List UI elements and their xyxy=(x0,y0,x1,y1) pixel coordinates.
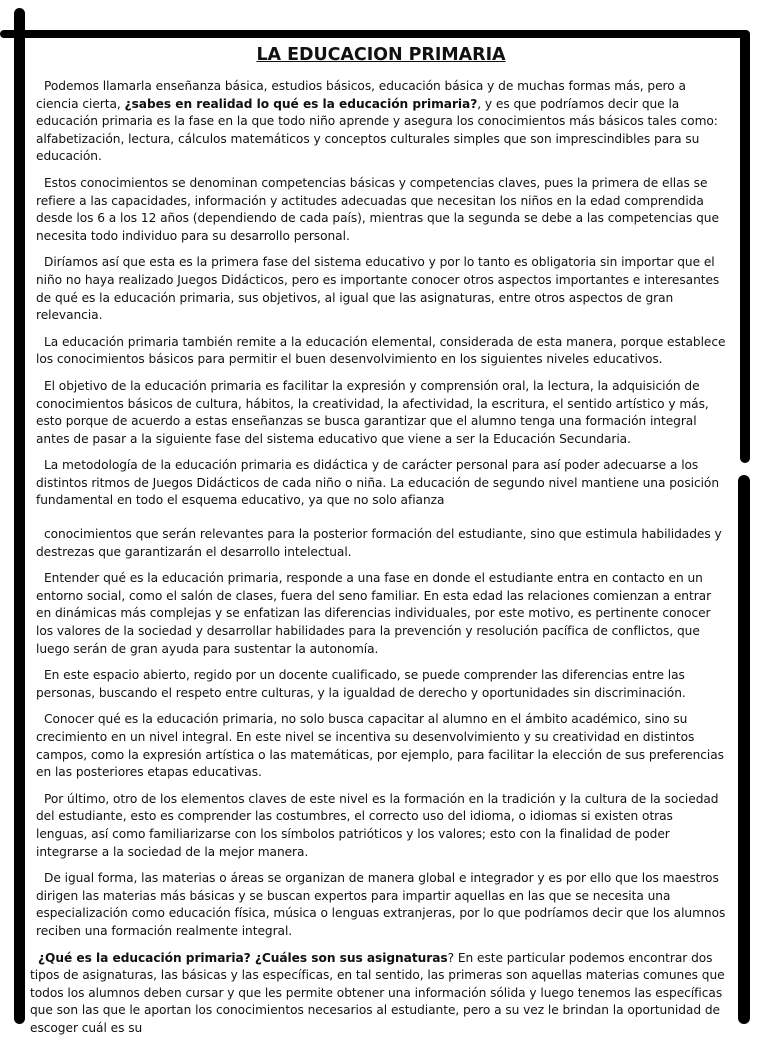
frame-right-line-upper xyxy=(740,30,750,463)
paragraph: De igual forma, las materias o áreas se organizan de manera global e integrador y es por ello que los maestros dirigen las materias más básicas y se buscan expertos para impartir aquellas en las que se necesita una especialización como educación física, música o lenguas extranjeras, por lo que podríamos decir que los alumnos reciben una formación realmente integral. xyxy=(36,871,726,938)
paragraph: Por último, otro de los elementos claves de este nivel es la formación en la tradición y la cultura de la sociedad del estudiante, esto es comprender las costumbres, el correcto uso del idioma, o idiomas si existen otras lenguas, así como familiarizarse con los símbolos patrióticos y los valores; esto con la finalidad de poder integrarse a la sociedad de la mejor manera. xyxy=(36,791,719,859)
subjects-question: ¿Qué es la educación primaria? ¿Cuáles son sus asignaturas xyxy=(38,950,448,965)
frame-top-line xyxy=(0,30,750,38)
intro-text-cont: , y es que podríamos decir que la educación primaria es la fase en la que todo niño aprende y asegura los conocimientos más básicos tales como: alfabetización, lectura, cálculos matemáticos y conceptos culturales simples que son imprescindibles para su educación. xyxy=(36,96,718,164)
intro-text: Podemos llamarla enseñanza básica, estudios básicos, educación básica y de muchas formas más, pero a ciencia cierta, xyxy=(36,79,686,111)
frame-right-line-lower xyxy=(738,475,750,1024)
paragraph: La metodología de la educación primaria es didáctica y de carácter personal para así poder adecuarse a los distintos ritmos de Juegos Didácticos de cada niño o niña. La educación de segundo nivel mantiene una posición fundamental en todo el esquema educativo, ya que no solo afianza xyxy=(36,458,720,508)
document-body xyxy=(30,40,726,1047)
paragraph: En este espacio abierto, regido por un docente cualificado, se puede comprender las diferencias entre las personas, buscando el respeto entre culturas, y la igualdad de derecho y oportunidades sin discriminación. xyxy=(36,668,686,700)
paragraph: Conocer qué es la educación primaria, no solo busca capacitar al alumno en el ámbito académico, sino su crecimiento en un nivel integral. En este nivel se incentiva su desenvolvimiento y su creatividad en distintos campos, como la expresión artística o las matemáticas, por ejemplo, para facilitar la elección de sus preferencias en las posteriores etapas educativas. xyxy=(36,712,724,780)
subjects-text: ? En este particular podemos encontrar dos tipos de asignaturas, las básicas y las específicas, en tal sentido, las primeras son aquellas materias comunes que todos los alumnos deben cursar y que les permite obtener una información sólida y luego tenemos las específicas que son las que le aportan los conocimientos necesarios al estudiante, pero a su vez le brindan la oportunidad de escoger cuál es su xyxy=(30,950,725,1035)
paragraph-subjects xyxy=(30,950,726,1038)
paragraph: El objetivo de la educación primaria es facilitar la expresión y comprensión oral, la lectura, la adquisición de conocimientos básicos de cultura, hábitos, la creatividad, la afectividad, la escritura, el sentido artístico y más, esto porque de acuerdo a estas enseñanzas se busca garantizar que el alumno tenga una formación integral antes de pasar a la siguiente fase del sistema educativo que viene a ser la Educación Secundaria. xyxy=(36,378,709,446)
paragraph: La educación primaria también remite a la educación elemental, considerada de esta manera, porque establece los conocimientos básicos para permitir el buen desenvolvimiento en los siguientes niveles educativos. xyxy=(36,334,726,367)
paragraph: Diríamos así que esta es la primera fase del sistema educativo y por lo tanto es obligatoria sin importar que el niño no haya realizado Juegos Didácticos, pero es importante conocer otros aspectos importantes e interesantes de qué es la educación primaria, sus objetivos, al igual que las asignaturas, entre otros aspectos de gran relevancia. xyxy=(36,255,720,323)
paragraph: Entender qué es la educación primaria, responde a una fase en donde el estudiante entra en contacto en un entorno social, como el salón de clases, fuera del seno familiar. En esta edad las relaciones comienzan a entrar en dinámicas más complejas y se enfatizan las diferencias individuales, por este motivo, es pertinente conocer los valores de la sociedad y desarrollar habilidades para la prevención y resolución pacífica de conflictos, que luego serán de gran ayuda para sustentar la autonomía. xyxy=(36,571,712,656)
paragraph: Estos conocimientos se denominan competencias básicas y competencias claves, pues la primera de ellas se refiere a las capacidades, información y actitudes adecuadas que necesitan los niños en la edad comprendida desde los 6 a los 12 años (dependiendo de cada país), mientras que la segunda se debe a las competencias que necesita todo individuo para su desarrollo personal. xyxy=(36,175,719,243)
page-title: LA EDUCACION PRIMARIA xyxy=(256,45,506,65)
paragraph: conocimientos que serán relevantes para la posterior formación del estudiante, sino que estimula habilidades y destrezas que garantizarán el desarrollo intelectual. xyxy=(36,527,722,559)
frame-left-line xyxy=(14,8,25,1024)
intro-question: ¿sabes en realidad lo qué es la educación primaria? xyxy=(124,96,478,111)
paragraph-intro xyxy=(36,78,726,166)
